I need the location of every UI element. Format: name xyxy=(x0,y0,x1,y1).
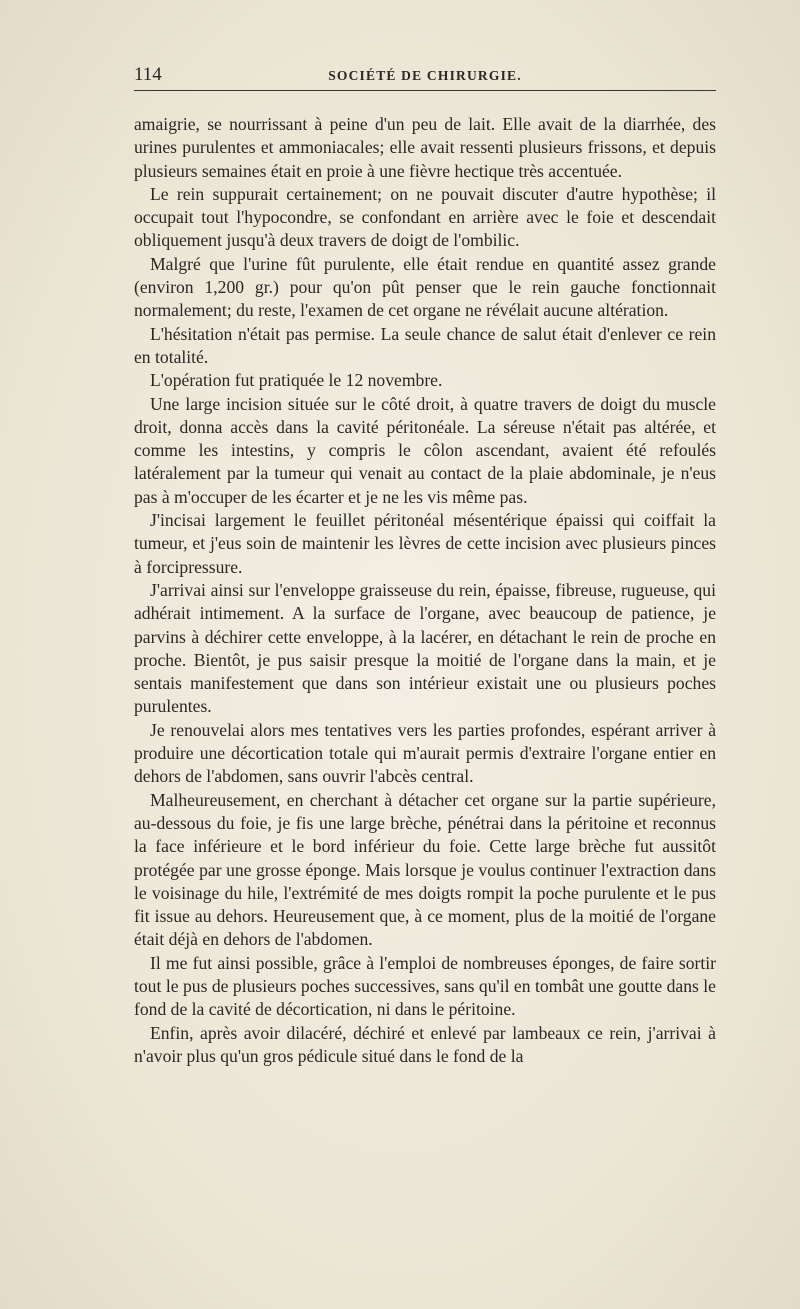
paragraph: Enfin, après avoir dilacéré, déchiré et enlevé par lambeaux ce rein, j'arrivai à n'avoir plus qu'un gros pédicule situé dans le fond de la xyxy=(134,1022,716,1066)
paragraph: L'opération fut pratiquée le 12 novembre. xyxy=(150,370,443,391)
paragraph: L'hésitation n'était pas permise. La seule chance de salut était d'enlever ce rein en totalité. xyxy=(134,323,716,367)
paragraph: Malheureusement, en cherchant à détacher cet organe sur la partie supérieure, au-dessous du foie, je fis une large brèche, pénétrai dans la péritoine et reconnus la face inférieure et le bord inférieur du foie. Cette large brèche fut aussitôt protégée par une grosse éponge. Mais lorsque je voulus continuer l'extraction dans le voisinage du hile, l'extrémité de mes doigts rompit la poche purulente et le pus fit issue au dehors. Heureusement que, à ce moment, plus de la moitié de l'organe était déjà en dehors de l'abdomen. xyxy=(134,789,716,950)
paragraph: Une large incision située sur le côté droit, à quatre travers de doigt du muscle droit, donna accès dans la cavité péritonéale. La séreuse n'était pas altérée, et comme les intestins, y compris le côlon ascendant, avaient été refoulés latéralement par la tumeur qui venait au contact de la plaie abdominale, je n'eus pas à m'occuper de les écarter et je ne les vis même pas. xyxy=(134,393,716,507)
body-text xyxy=(134,113,716,1068)
paragraph: Je renouvelai alors mes tentatives vers les parties profondes, espérant arriver à produire une décortication totale qui m'aurait permis d'extraire l'organe entier en dehors de l'abdomen, sans ouvrir l'abcès central. xyxy=(134,719,716,787)
paragraph: Malgré que l'urine fût purulente, elle était rendue en quantité assez grande (environ 1,200 gr.) pour qu'on pût penser que le rein gauche fonctionnait normalement; du reste, l'examen de cet organe ne révélait aucune altération. xyxy=(134,253,716,321)
paragraph: Il me fut ainsi possible, grâce à l'emploi de nombreuses éponges, de faire sortir tout le pus de plusieurs poches successives, sans qu'il en tombât une goutte dans le fond de la cavité de décortication, ni dans le péritoine. xyxy=(134,952,716,1020)
page-header xyxy=(134,62,716,91)
page-number: 114 xyxy=(134,64,162,85)
paragraph: amaigrie, se nourrissant à peine d'un peu de lait. Elle avait de la diarrhée, des urines purulentes et ammoniacales; elle avait ressenti plusieurs frissons, et depuis plusieurs semaines était en proie à une fièvre hectique très accentuée. xyxy=(134,114,716,181)
paragraph: J'incisai largement le feuillet péritonéal mésentérique épaissi qui coiffait la tumeur, et j'eus soin de maintenir les lèvres de cette incision avec plusieurs pinces à forcipressure. xyxy=(134,510,716,577)
paragraph: Le rein suppurait certainement; on ne pouvait discuter d'autre hypothèse; il occupait tout l'hypocondre, se confondant en arrière avec le foie et descendait obliquement jusqu'à deux travers de doigt de l'ombilic. xyxy=(134,183,716,251)
running-title: SOCIÉTÉ DE CHIRURGIE. xyxy=(328,68,522,83)
paragraph: J'arrivai ainsi sur l'enveloppe graisseuse du rein, épaisse, fibreuse, rugueuse, qui adhérait intimement. A la surface de l'organe, avec beaucoup de patience, je parvins à déchirer cette enveloppe, à la lacérer, en détachant le rein de proche en proche. Bientôt, je pus saisir presque la moitié de l'organe dans la main, et je sentais manifestement que dans son intérieur existait une ou plusieurs poches purulentes. xyxy=(134,579,716,717)
